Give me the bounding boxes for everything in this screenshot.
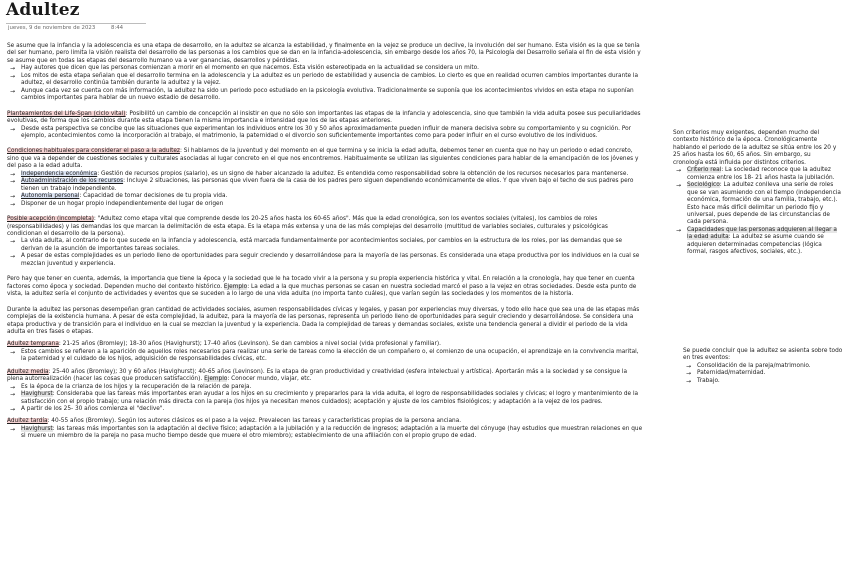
arrow-icon: → <box>686 370 692 378</box>
condition-text: : Capacidad de tomar decisiones de tu propia vida. <box>79 193 228 200</box>
events-item-text: Consolidación de la pareja/matrimonio. <box>697 362 811 369</box>
early-text: : 21-25 años (Bromley); 18-30 años (Havighurst); 17-40 años (Levinson). Se dan cambios a nivel social (vida profesional y familiar). <box>58 341 441 348</box>
events-item-text: Paternidad/maternidad. <box>697 370 766 377</box>
arrow-icon: → <box>686 377 692 385</box>
criteria-label: Sociológico <box>687 182 720 189</box>
middle-bullet <box>7 406 643 413</box>
condition-item <box>7 178 643 193</box>
conditions-text: : Si hablamos de la juventud y del momento en el que termina y se inicia la edad adulta, debemos tener en cuenta que no hay un periodo o edad concreto, sino que va a depender de cuestiones sociales y culturales asociadas al lugar concreto en el que nos encontremos. Habitualmente se utilizan las siguientes condiciones para hablar de la emancipación de los jóvenes y del paso a la edad adulta. <box>7 148 639 170</box>
possible-bullet <box>7 253 643 268</box>
intro-bullet-text: Aunque cada vez se cuenta con más información, la adultez ha sido un periodo poco estudiado en la psicología evolutiva. Tradicionalmente se suponía que los acontecimientos vividos en esta etapa no suponían cambios importantes para hablar de un nuevo estadio de desarrollo. <box>21 87 634 102</box>
middle-example-label: Ejemplo <box>204 376 228 383</box>
arrow-icon: → <box>10 425 16 433</box>
context-text: Pero hay que tener en cuenta, además, la importancia que tiene la época y la sociedad que le ha tocado vivir a la persona y su propia experiencia histórica y vital. En relación a la cronología, hay que tener en cuenta factores como época y sociedad. Dependen mucho del contexto histórico. <box>7 276 635 290</box>
middle-bullet <box>7 384 643 391</box>
late-bullet-label: Havighurst <box>21 425 53 432</box>
early-bullet <box>7 349 643 364</box>
late-paragraph <box>7 418 643 425</box>
possible-bullet-text: A pesar de estas complejidades es un periodo lleno de oportunidades para seguir creciendo y desarrollándose para la mayoría de las personas. Es considerada una etapa productiva por los individuos en la cual se mezclan juventud y experiencia. <box>21 253 640 267</box>
middle-bullet-text: A partir de los 25- 30 años comienza el "declive". <box>21 406 165 413</box>
side-note-events <box>683 348 843 385</box>
criteria-text: : La adultez se asume cuando se adquieren determinadas competencias (lógica formal, rasgos afectivos, sociales, etc.). <box>687 234 824 256</box>
lifespan-paragraph <box>7 111 643 126</box>
title-divider <box>6 23 146 24</box>
events-intro: Se puede concluir que la adultez se asienta sobre todo en tres eventos: <box>683 348 843 362</box>
middle-paragraph <box>7 369 643 384</box>
note-body <box>7 43 643 441</box>
arrow-icon: → <box>10 253 16 261</box>
arrow-icon: → <box>10 391 16 399</box>
early-heading: Adultez temprana <box>7 341 59 348</box>
condition-label: Independencia económica <box>21 170 98 177</box>
late-bullet-text: : las tareas más importantes son la adaptación al declive físico; adaptación a la jubilación y a la reducción de ingresos; adaptación a la muerte del cónyuge (hay estudios que muestran relaciones en que si muere un miembro de la pareja no pasa mucho tiempo desde que muere el otro miembro); establecimiento de una afiliación con el propio grupo de edad. <box>21 425 643 440</box>
possible-bullet <box>7 238 643 253</box>
early-paragraph <box>7 341 643 348</box>
criteria-text: : La adultez conlleva una serie de roles que se van asumiendo con el tiempo (independencia económica, formación de una familia, trabajo, etc.). Esto hace más difícil delimitar un periodo fijo y universal, pues depende de las circunstancias de cada persona. <box>687 182 841 226</box>
arrow-icon: → <box>10 383 16 391</box>
events-item <box>683 363 843 370</box>
intro-bullet-text: Hay autores que dicen que las personas comienzan a morir en el momento en que nacemos. Esta visión estereotipada en la actualidad se considera un mito. <box>21 65 479 72</box>
roles-paragraph: Durante la adultez las personas desempeñan gran cantidad de actividades sociales, asumen responsabilidades cívicas y legales, y pasan por experiencias muy diversas, y todo ello hace que sea una de las etapas más complejas de la existencia humana. A pesar de esta complejidad, la adultez, para la mayoría de las personas, representa un periodo lleno de oportunidades para seguir creciendo y desarrollándose. Se considera una etapa productiva y de transición para el individuo en la cual se mezclan la juventud y la experiencia. Dada la complejidad de tareas y demandas sociales, existe una tendencia general a dividir el periodo de la vida adulta en tres fases o etapas. <box>7 306 640 335</box>
middle-bullet <box>7 391 643 406</box>
events-item <box>683 378 843 385</box>
conditions-paragraph <box>7 148 643 170</box>
arrow-icon: → <box>10 170 16 178</box>
intro-bullet <box>7 73 643 88</box>
note-metadata <box>8 25 137 31</box>
arrow-icon: → <box>10 178 16 186</box>
context-paragraph <box>7 276 643 298</box>
criteria-label: Criterio real <box>687 167 722 174</box>
arrow-icon: → <box>676 226 682 234</box>
middle-example-text: : Conocer mundo, viajar, etc. <box>227 376 312 383</box>
side-note-criteria <box>673 130 841 257</box>
context-example-label: Ejemplo <box>223 283 248 290</box>
criteria-item <box>673 167 841 182</box>
context-example-text: : La edad a la que muchas personas se casan en nuestra sociedad marcó el paso a la vejez en otras sociedades. Desde esta punto de vista, la adultez sería el conjunto de actividades y eventos que se suceden a lo largo de una vida adulta (no importa tanto cuáles), que varían según las sociedades y los momentos de la historia. <box>7 283 637 298</box>
arrow-icon: → <box>10 238 16 246</box>
condition-label: Autonomía personal <box>21 193 80 200</box>
condition-text: Disponer de un hogar propio independientemente del lugar de origen <box>21 200 224 207</box>
middle-text: : 25-40 años (Bromley); 30 y 60 años (Havighurst); 40-65 años (Levinson). Es la etapa de gran productividad y creatividad (esfera intelectual y artística). Aportarán más a la sociedad y se consigue la plena autorrealización (hacer las cosas que producen satisfacción). <box>7 368 628 383</box>
lifespan-text: : Posibilitó un cambio de concepción al insistir en que no sólo son importantes las etapas de la infancia y adolescencia, sino que también la vida adulta posee sus peculiaridades evolutivas, de forma que los cambios durante esta etapa tienen la misma importancia e intensidad que los de las etapas anteriores. <box>7 110 641 125</box>
condition-label: Autoadministración de los recursos <box>21 178 124 185</box>
criteria-text: : La sociedad reconoce que la adultez comienza entre los 18- 21 años hasta la jubilación. <box>687 167 835 181</box>
conditions-heading: Condiciones habituales para considerar el paso a la adultez <box>7 148 180 155</box>
intro-bullet <box>7 65 643 72</box>
arrow-icon: → <box>10 125 16 133</box>
note-date: jueves, 9 de noviembre de 2023 <box>8 25 96 31</box>
events-item-text: Trabajo. <box>697 377 720 384</box>
arrow-icon: → <box>10 406 16 414</box>
arrow-icon: → <box>676 182 682 190</box>
lifespan-bullet <box>7 126 643 141</box>
middle-bullet-text: Es la época de la crianza de los hijos y la recuperación de la relación de pareja. <box>21 383 252 390</box>
arrow-icon: → <box>10 72 16 80</box>
criteria-item <box>673 182 841 227</box>
late-text: : 40-55 años (Bromley). Según los autores clásicos es el paso a la vejez. Prevalecen las tareas y características propias de la persona anciana. <box>47 418 462 425</box>
arrow-icon: → <box>10 65 16 73</box>
early-bullet-text: Estos cambios se refieren a la aparición de aquellos roles necesarios para realizar una serie de tareas como la elección de un compañero o, el comienzo de una ocupación, el aprendizaje en la convivencia marital, la paternidad y el cuidado de los hijos, adquisición de responsabilidades cívicas, etc. <box>21 348 639 363</box>
possible-paragraph <box>7 216 643 238</box>
middle-bullet-text: : Consideraba que las tareas más importantes eran ayudar a los hijos en su crecimiento y prepararlos para la vida adulta, el logro de responsabilidades sociales y cívicas; el logro y mantenimiento de la satisfacción con el propio trabajo; una relación más directa con la pareja (los hijos ya necesitan menos cuidados); aceptación y ajuste de los cambios fisiológicos; y adaptación a la vejez de los padres. <box>21 391 639 405</box>
middle-heading: Adultez media <box>7 368 49 375</box>
condition-item <box>7 201 643 208</box>
possible-text: : "Adultez como etapa vital que comprende desde los 20-25 años hasta los 60-65 años". Más que la edad cronológica, son los eventos sociales (vitales), los cambios de roles (responsabilidades) y las demandas los que marcan la delimitación de esta etapa. Es la etapa más extensa y una de las más complejas del desarrollo (multitud de variables sociales, culturales y psicológicas condicionan el desarrollo de la persona). <box>7 216 608 237</box>
criteria-label: Capacidades que las personas adquieren al llegar a la edad adulta <box>687 226 837 241</box>
possible-heading: Posible acepción (incompleta) <box>7 216 94 223</box>
note-time: 8:44 <box>110 25 124 31</box>
middle-bullet-label: Havighurst <box>21 391 53 398</box>
arrow-icon: → <box>686 362 692 370</box>
criteria-intro: Son criterios muy exigentes, dependen mucho del contexto histórico de la época. Cronológicamente hablando el periodo de la adultez se sitúa entre los 20 y 25 años hasta los 60, 65 años. Sin embargo, su cronología está influida por distintos criterios. <box>673 130 837 166</box>
arrow-icon: → <box>10 348 16 356</box>
lifespan-heading: Planteamientos del Life-Span (ciclo vital) <box>7 110 126 117</box>
arrow-icon: → <box>10 87 16 95</box>
condition-text: : Gestión de recursos propios (salario), es un signo de haber alcanzado la adultez. Es entendida como responsabilidad sobre la obtención de los recursos necesarios para mantenerse. <box>97 170 629 177</box>
late-bullet <box>7 426 643 441</box>
criteria-item <box>673 227 841 257</box>
events-item <box>683 370 843 377</box>
condition-item <box>7 193 643 200</box>
arrow-icon: → <box>10 200 16 208</box>
lifespan-bullet-text: Desde esta perspectiva se concibe que las situaciones que experimentan los individuos entre los 30 y 50 años aproximadamente pueden influir de manera decisiva sobre su comportamiento y su cognición. Por ejemplo, acontecimientos como la incorporación al trabajo, el matrimonio, la paternidad o el divorcio son suficientemente importantes como para poder influir en el curso evolutivo de los individuos. <box>21 125 632 139</box>
late-heading: Adultez tardía <box>7 418 48 425</box>
page-title: Adultez <box>6 0 80 20</box>
arrow-icon: → <box>676 167 682 175</box>
intro-paragraph: Se asume que la infancia y la adolescencia es una etapa de desarrollo, en la adultez se alcanza la estabilidad, y finalmente en la vejez se produce un declive, la involución del ser humano. Esta visión es la que se tenía del ser humano, pero limita la visión realista del desarrollo de las personas a los cambios que se dan en la infancia-adolescencia, sin embargo desde los años 70, la Psicología del Desarrollo señala el fin de esta visión y se asume que en todas las etapas del desarrollo humano va a ver ganancias, desarrollos y pérdidas. <box>7 43 641 64</box>
possible-bullet-text: La vida adulta, al contrario de lo que sucede en la infancia y adolescencia, está marcada fundamentalmente por acontecimientos sociales, por cambios en la estructura de los roles, por las demandas que se derivan de la asunción de importantes tareas sociales. <box>21 238 623 252</box>
arrow-icon: → <box>10 193 16 201</box>
condition-text: : Incluye 2 situaciones, las personas que viven fuera de la casa de los padres pero siguen dependiendo económicamente de ellos. Y que viven bajo el techo de sus padres pero tienen un trabajo independiente. <box>21 178 634 192</box>
intro-bullet <box>7 88 643 103</box>
intro-bullet-text: Los mitos de esta etapa señalan que el desarrollo termina en la adolescencia y La adultez es un periodo de estabilidad y ausencia de cambios. Lo cierto es que en realidad ocurren cambios importantes durante la adultez, el desarrollo continúa también durante la adultez y la vejez. <box>21 72 639 87</box>
